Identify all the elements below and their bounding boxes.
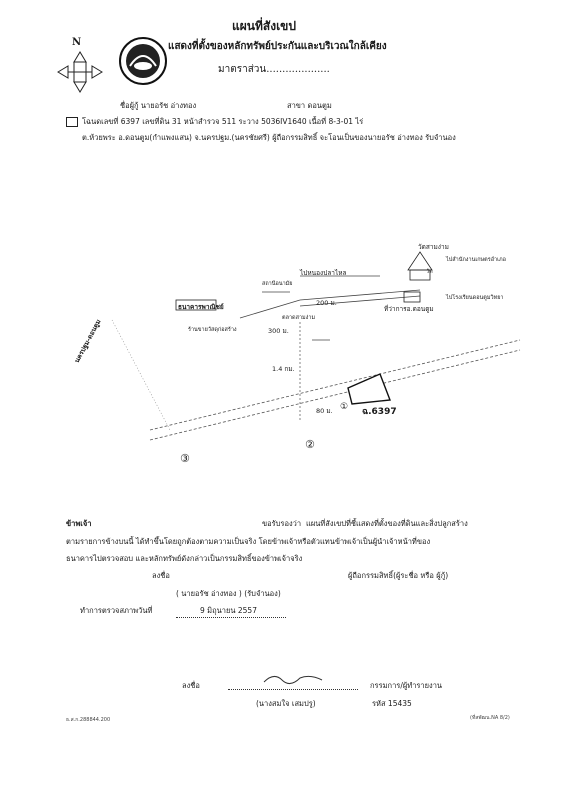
compass-north-label: N	[72, 37, 82, 48]
client-name: ชื่อผู้กู้ นายอรัช อ่างทอง	[120, 101, 197, 110]
location-info: ต.ห้วยพระ อ.ดอนตูม(กำแพงแสน) จ.นครปฐม.(นครชัยศรี) ผู้ถือกรรมสิทธิ์ จะโอนเป็นของนายอรัช อ่างทอง รับจำนอง	[82, 133, 456, 142]
inspect-date: 9 มิถุนายน 2557	[200, 606, 257, 615]
distance-label: 300 ม.	[268, 327, 289, 335]
footer-right-code: (ที่สพัฒน.NA 8/2)	[470, 715, 510, 721]
cert-owner-name: ( นายอรัช อ่างทอง ) (รับจำนอง)	[176, 589, 281, 598]
map-road-label: นครปฐม-ดอนตูม	[72, 318, 103, 365]
land-plot	[348, 374, 390, 404]
footer-left-code: ธ.ส.ก.288844.200	[66, 717, 111, 723]
side-road	[112, 320, 170, 430]
map-label: ไปสำนักงานเกษตรอำเภอ	[446, 257, 506, 263]
officer-role: กรรมการ/ผู้ทำรายงาน	[370, 681, 443, 690]
scale-label: มาตราส่วน....................	[218, 64, 330, 75]
main-road	[150, 340, 520, 440]
officer-sign-line	[228, 689, 358, 690]
cert-line1-c: แผนที่สังเขปที่ชี้แสดงที่ตั้งของที่ดินและสิ่งปลูกสร้าง	[306, 519, 468, 528]
marker-2: ②	[305, 438, 315, 451]
distance-label: 80 ม.	[316, 407, 333, 415]
map-label: ธนาคารพาณิชย์	[178, 303, 224, 311]
cert-line2: ตามรายการข้างบนนี้ ได้ทำขึ้นโดยถูกต้องตามความเป็นจริง โดยข้าพเจ้าหรือตัวแทนข้าพเจ้าเป็นผู้นำเจ้าหน้าที่ของ	[66, 537, 431, 546]
map-label: ไปหนองปลาไหล	[300, 269, 347, 277]
marker-1: ①	[340, 402, 349, 412]
distance-label: 200 ม.	[316, 299, 337, 307]
map-label: ร้านขายวัสดุก่อสร้าง	[188, 327, 237, 333]
map-label: วัด	[426, 269, 433, 275]
map-label: วัดสามง่าม	[418, 243, 449, 251]
officer-name: (นางสมใจ เสมปรู)	[256, 699, 316, 708]
branch-name: สาขา ดอนตูม	[287, 101, 332, 110]
cert-line1-b: ขอรับรองว่า	[262, 519, 302, 528]
plot-label: ฉ.6397	[362, 407, 397, 417]
marker-3: ③	[180, 452, 190, 465]
officer-sign-label: ลงชื่อ	[182, 681, 200, 690]
cert-line1-a: ข้าพเจ้า	[66, 519, 92, 528]
distance-label: 1.4 กม.	[272, 365, 295, 373]
map-label: ที่ว่าการอ.ดอนตูม	[384, 305, 434, 313]
inspect-date-underline	[176, 617, 286, 618]
page-subtitle: แสดงที่ตั้งของหลักทรัพย์ประกันและบริเวณใกล้เคียง	[168, 41, 387, 52]
map-label: ตลาดสามง่าม	[282, 315, 316, 321]
cert-sign-label: ลงชื่อ	[152, 571, 170, 580]
title-deed-info: โฉนดเลขที่ 6397 เลขที่ดิน 31 หน้าสำรวจ 511 ระวาง 5036IV1640 เนื้อที่ 8-3-01 ไร่	[82, 117, 364, 126]
officer-code: รหัส 15435	[372, 699, 412, 708]
page-title: แผนที่สังเขป	[232, 19, 296, 33]
cert-line3: ธนาคารไปตรวจสอบ และหลักทรัพย์ดังกล่าวเป็นกรรมสิทธิ์ของข้าพเจ้าจริง	[66, 554, 303, 563]
map-label: สถานีอนามัย	[262, 281, 293, 287]
cert-owner-label: ผู้ถือกรรมสิทธิ์(ผู้ระชื่อ หรือ ผู้กู้)	[348, 571, 449, 580]
officer-signature-icon	[260, 668, 340, 688]
inspect-label: ทำการตรวจสภาพวันที่	[80, 606, 153, 615]
map-label: ไปโรงเรียนดอนตูมวิทยา	[446, 295, 504, 301]
